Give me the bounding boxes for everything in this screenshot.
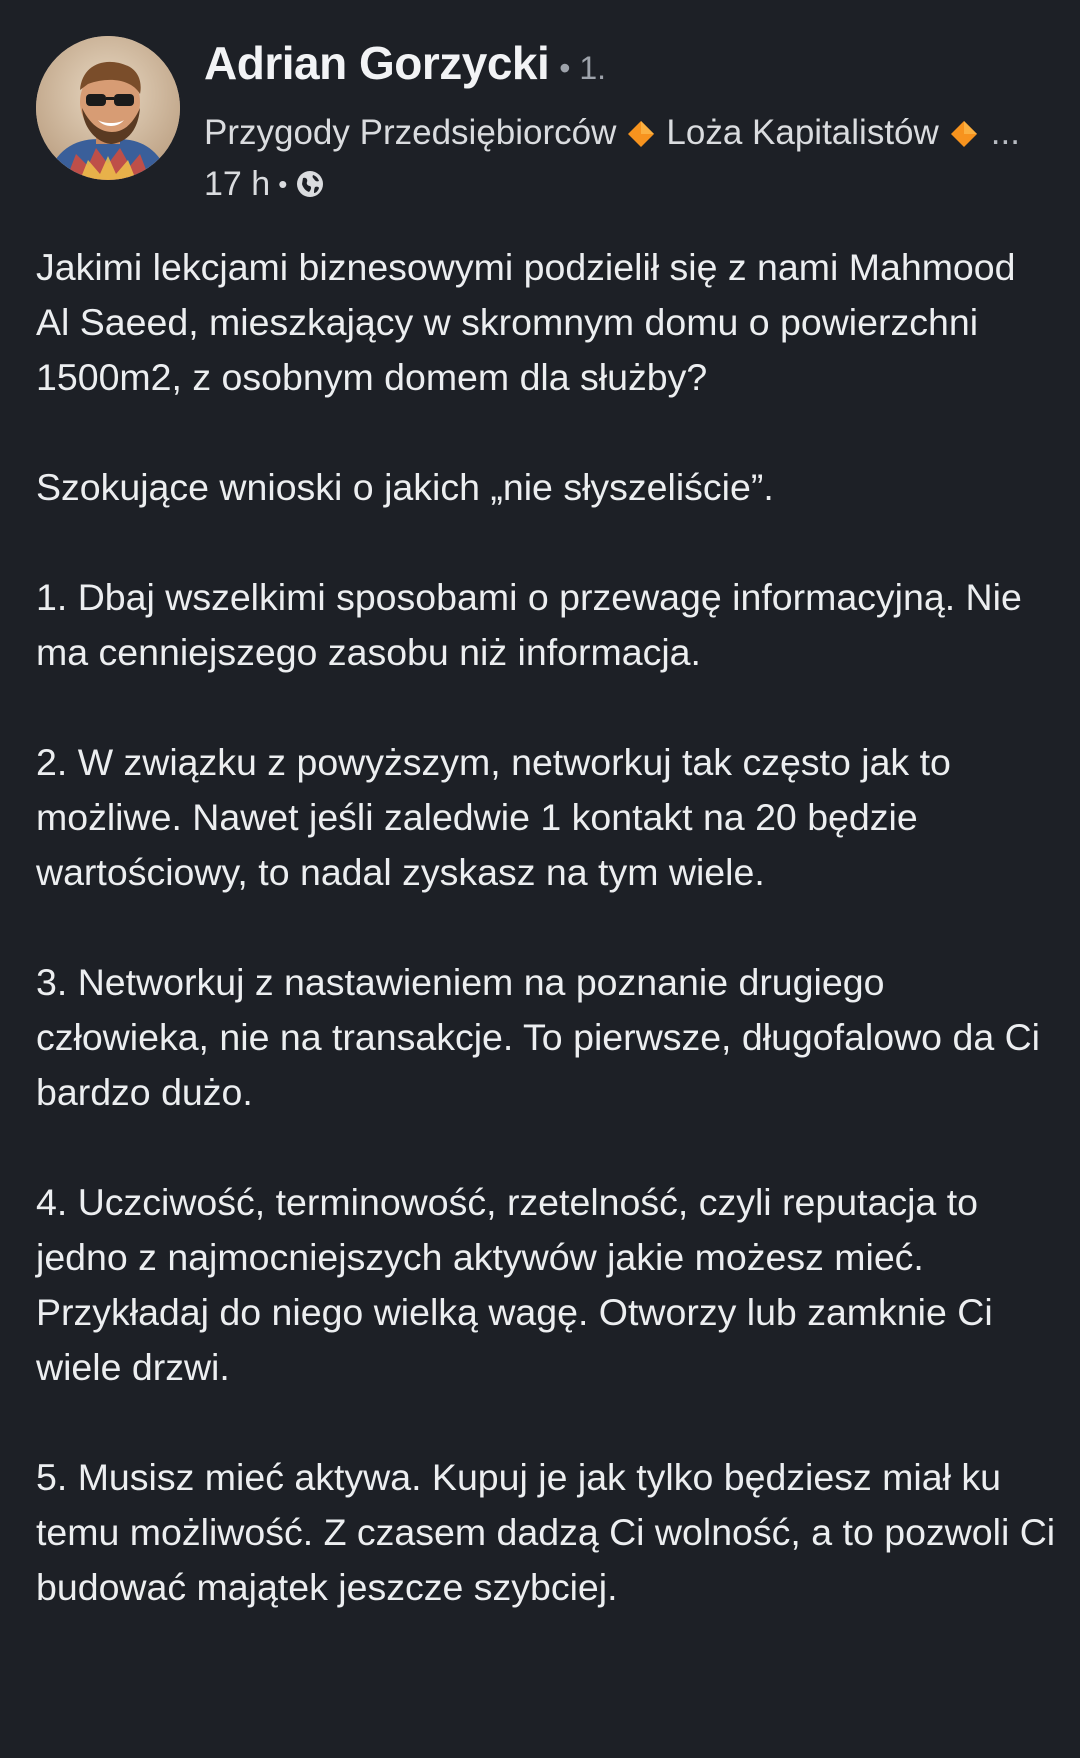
post-paragraph-point-2: 2. W związku z powyższym, networkuj tak często jak to możliwe. Nawet jeśli zaledwie 1 kontakt na 20 będzie wartościowy, to nadal zyskasz na tym wiele. [36, 741, 951, 893]
post-paragraph-intro: Jakimi lekcjami biznesowymi podzielił się z nami Mahmood Al Saeed, mieszkający w skromnym domu o powierzchni 1500m2, z osobnym domem dla służby? [36, 246, 1016, 398]
post-meta [204, 160, 1044, 208]
post-time: 17 h [204, 164, 271, 203]
post-paragraph-point-1: 1. Dbaj wszelkimi sposobami o przewagę informacyjną. Nie ma cenniejszego zasobu niż informacja. [36, 576, 1022, 673]
diamond-icon [626, 118, 656, 148]
group-name-1[interactable]: Przygody Przedsiębiorców [204, 113, 617, 152]
globe-icon [295, 169, 325, 199]
avatar-photo [36, 36, 180, 180]
groups-overflow[interactable]: ... [990, 113, 1020, 152]
author-avatar[interactable] [36, 36, 180, 180]
author-name-row [204, 36, 1044, 106]
post-header [36, 36, 1046, 203]
post-paragraph-point-3: 3. Networkuj z nastawieniem na poznanie drugiego człowieka, nie na transakcje. To pierwsze, długofalowo da Ci bardzo dużo. [36, 961, 1041, 1113]
post-paragraph-point-5: 5. Musisz mieć aktywa. Kupuj je jak tylko będziesz miał ku temu możliwość. Z czasem dadzą Ci wolność, a to pozwoli Ci budować majątek jeszcze szybciej. [36, 1456, 1056, 1608]
author-info [204, 36, 1044, 208]
connection-degree: • 1. [559, 50, 607, 86]
author-name[interactable]: Adrian Gorzycki [204, 37, 550, 89]
meta-separator: • [278, 168, 288, 199]
author-groups [204, 106, 1044, 160]
post-paragraph-point-4: 4. Uczciwość, terminowość, rzetelność, czyli reputacja to jedno z najmocniejszych aktywów jakie możesz mieć. Przykładaj do niego wielką wagę. Otworzy lub zamknie Ci wiele drzwi. [36, 1181, 993, 1388]
diamond-icon [949, 118, 979, 148]
post-body [36, 240, 1056, 1615]
post-paragraph-hook: Szokujące wnioski o jakich „nie słyszeliście”. [36, 466, 774, 508]
group-name-2[interactable]: Loża Kapitalistów [666, 113, 939, 152]
